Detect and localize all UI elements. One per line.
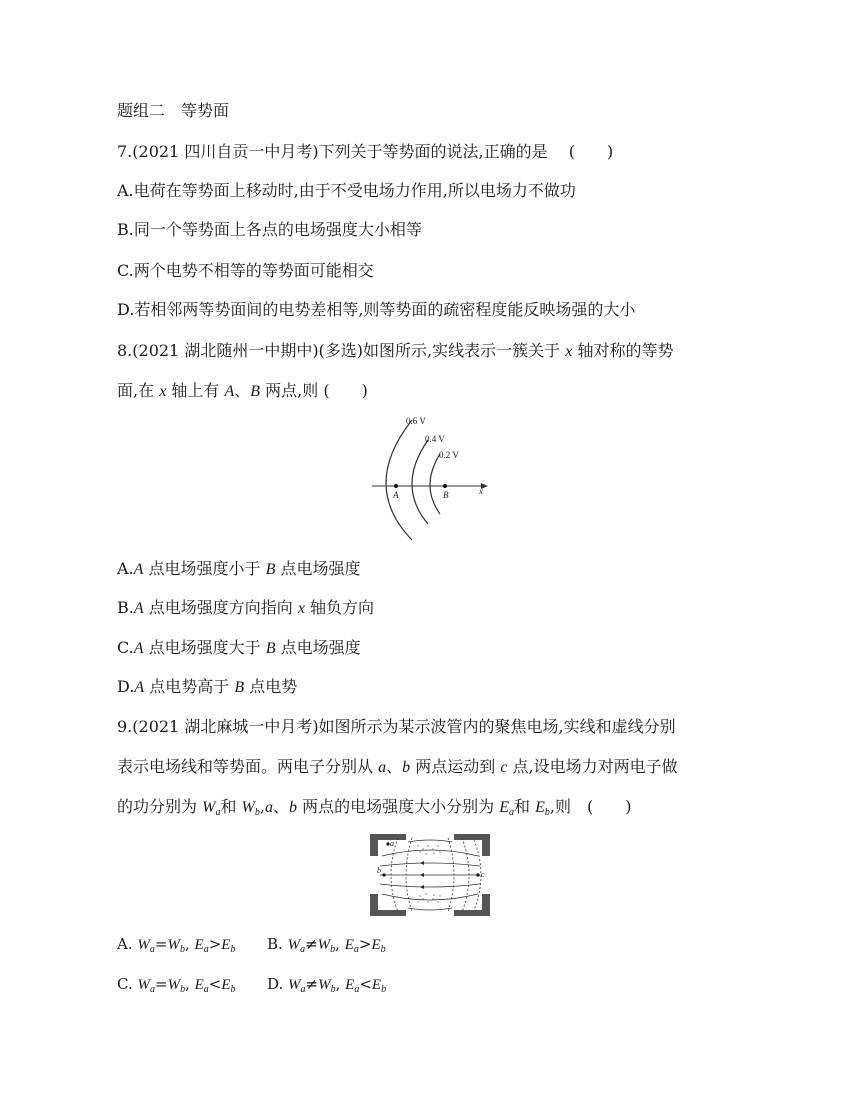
field-lines xyxy=(380,840,480,910)
section-title: 题组二 等势面 xyxy=(117,101,230,120)
q9-option-d: D. $W_a\ne W_b$, $E_a<E_b$ xyxy=(267,975,387,995)
q9-option-c: C. $W_a=W_b$, $E_a<E_b$ xyxy=(117,975,236,995)
q7-option-b: B.同一个等势面上各点的电场强度大小相等 xyxy=(117,220,422,239)
q9-stem-line3: 的功分别为 $W_a$和 $W_b,a$、b 两点的电场强度大小分别为 $E_a$和 $E_b$,则 ( ) xyxy=(117,797,632,818)
equipotential-0.4v xyxy=(412,440,428,524)
q9-focusing-field-figure xyxy=(368,832,492,918)
point-a-dot xyxy=(394,484,398,488)
q8-option-a: A.A 点电场强度小于 B 点电场强度 xyxy=(117,559,361,578)
q8-stem-line2: 面,在 x 轴上有 A、B 两点,则 ( ) xyxy=(117,381,368,400)
equipotential-0.2v xyxy=(430,454,440,514)
q7-option-a: A.电荷在等势面上移动时,由于不受电场力作用,所以电场力不做功 xyxy=(117,181,576,200)
dotted-region xyxy=(417,845,440,902)
q7-option-d: D.若相邻两等势面间的电势差相等,则等势面的疏密程度能反映场强的大小 xyxy=(117,300,636,319)
q7-option-c: C.两个电势不相等的等势面可能相交 xyxy=(117,261,374,280)
label-x-axis: x xyxy=(479,486,483,496)
equipotential-0.6v xyxy=(386,420,412,540)
label-a: a xyxy=(390,839,394,848)
field-arrow-icons xyxy=(420,861,424,889)
electrode-top-right xyxy=(454,834,490,856)
label-point-a: A xyxy=(393,490,399,500)
q9-stem-line2: 表示电场线和等势面。两电子分别从 a、b 两点运动到 c 点,设电场力对两电子做 xyxy=(117,757,678,776)
q8-option-c: C.A 点电场强度大于 B 点电场强度 xyxy=(117,638,361,657)
point-b-dot xyxy=(382,873,385,876)
label-point-b: B xyxy=(443,490,449,500)
label-0.2v: 0.2 V xyxy=(439,450,459,460)
q9-stem-line1: 9.(2021 湖北麻城一中月考)如图所示为某示波管内的聚焦电场,实线和虚线分别 xyxy=(117,717,676,736)
label-b: b xyxy=(377,866,381,875)
q8-stem-line1: 8.(2021 湖北随州一中期中)(多选)如图所示,实线表示一簇关于 x 轴对称的等势 xyxy=(117,341,674,360)
q8-equipotential-figure xyxy=(368,410,496,544)
q7-stem: 7.(2021 四川自贡一中月考)下列关于等势面的说法,正确的是 ( ) xyxy=(117,142,614,161)
point-b-dot xyxy=(443,484,447,488)
q8-option-b: B.A 点电场强度方向指向 x 轴负方向 xyxy=(117,598,375,617)
label-c: c xyxy=(481,870,485,879)
electrode-bottom-left xyxy=(370,894,406,916)
electrode-bottom-right xyxy=(454,894,490,916)
q9-option-b: B. $W_a\ne W_b$, $E_a>E_b$ xyxy=(267,935,386,955)
label-0.6v: 0.6 V xyxy=(406,416,426,426)
point-c-dot xyxy=(476,873,479,876)
q9-option-a: A. $W_a=W_b$, $E_a>E_b$ xyxy=(117,935,236,955)
q8-option-d: D.A 点电势高于 B 点电势 xyxy=(117,677,298,696)
label-0.4v: 0.4 V xyxy=(425,434,445,444)
